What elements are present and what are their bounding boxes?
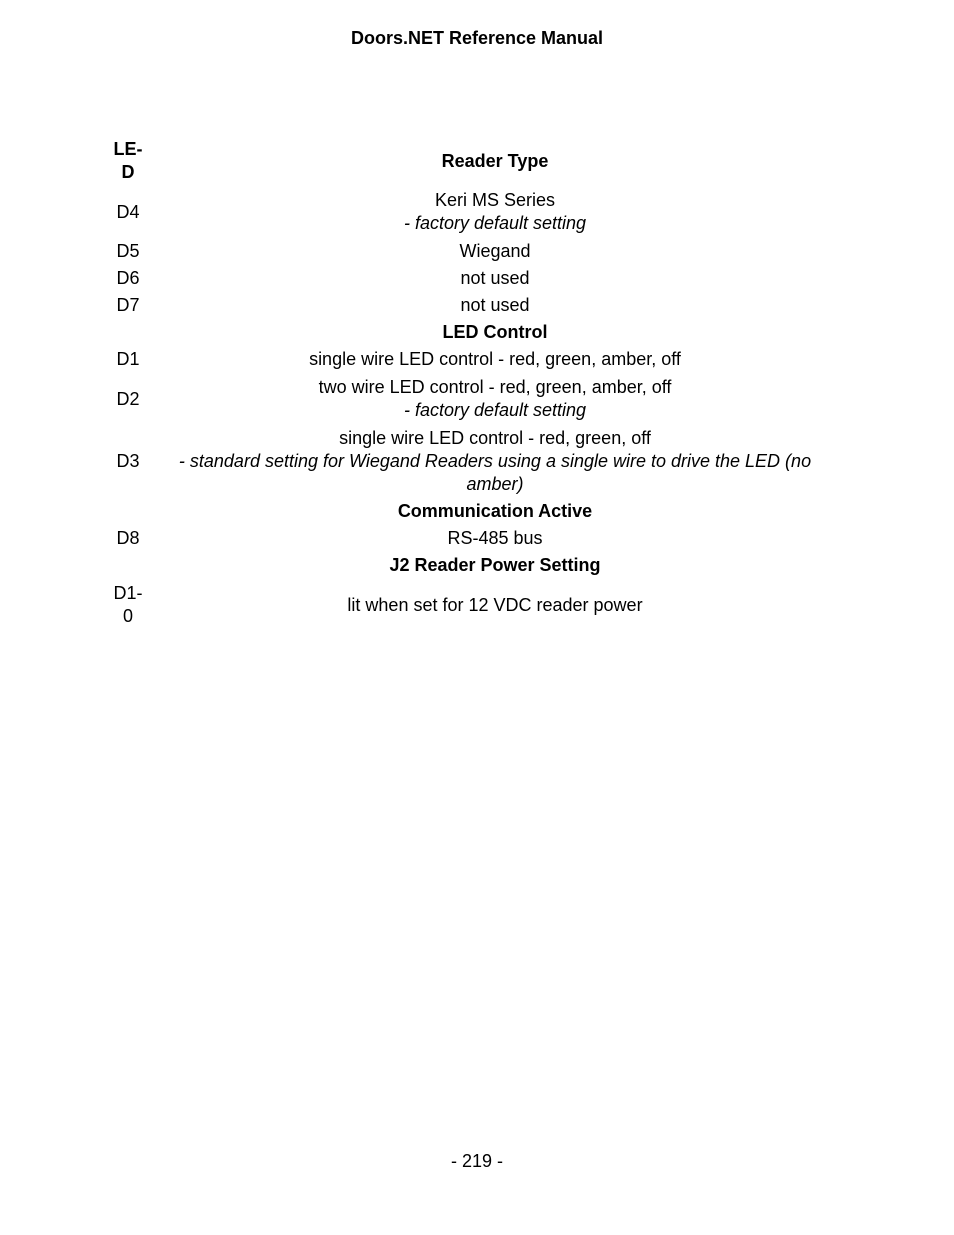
table-row bbox=[109, 186, 831, 238]
column-header-led bbox=[109, 138, 147, 184]
description-cell bbox=[147, 189, 831, 235]
led-cell: D7 bbox=[116, 295, 140, 315]
page-header-title: Doors.NET Reference Manual bbox=[350, 28, 604, 48]
section-heading-reader-power bbox=[109, 552, 831, 579]
table-row bbox=[109, 525, 831, 552]
description-cell bbox=[147, 376, 831, 422]
led-cell: D2 bbox=[116, 388, 140, 409]
description-cell: not used bbox=[460, 268, 530, 288]
section-heading-text: J2 Reader Power Setting bbox=[389, 555, 601, 575]
led-cell bbox=[109, 582, 147, 628]
table-row bbox=[109, 238, 831, 265]
description-note: - standard setting for Wiegand Readers using a single wire to drive the LED (no amber) bbox=[178, 451, 812, 494]
column-header-led-line-2: D bbox=[121, 162, 135, 182]
column-header-led-line-1: LE- bbox=[113, 139, 143, 159]
section-heading-text: Communication Active bbox=[397, 501, 593, 521]
section-heading-led-control bbox=[109, 319, 831, 346]
description-cell: single wire LED control - red, green, amber, off bbox=[309, 349, 681, 369]
table-row bbox=[109, 373, 831, 425]
description-cell: RS-485 bus bbox=[447, 528, 543, 548]
led-cell-line-1: D1- bbox=[113, 583, 143, 603]
led-cell: D5 bbox=[116, 241, 140, 261]
table-header-row bbox=[109, 136, 831, 186]
description-note: - factory default setting bbox=[403, 213, 587, 233]
description-text: single wire LED control - red, green, off bbox=[339, 428, 651, 448]
description-text: Keri MS Series bbox=[434, 190, 556, 210]
table-row bbox=[109, 425, 831, 498]
led-cell: D3 bbox=[116, 451, 140, 471]
page-number: - 219 - bbox=[450, 1151, 504, 1171]
description-cell: not used bbox=[460, 295, 530, 315]
description-text: two wire LED control - red, green, amber, off bbox=[318, 377, 672, 397]
table-row bbox=[109, 346, 831, 373]
section-heading-communication-active bbox=[109, 498, 831, 525]
led-cell-line-2: 0 bbox=[122, 606, 133, 626]
led-cell: D1 bbox=[116, 349, 140, 369]
table-row bbox=[109, 579, 831, 631]
led-cell: D4 bbox=[116, 201, 140, 222]
column-header-reader-type: Reader Type bbox=[441, 150, 549, 171]
led-cell: D6 bbox=[116, 268, 140, 288]
table-row bbox=[109, 265, 831, 292]
description-cell: Wiegand bbox=[459, 241, 531, 261]
description-cell: lit when set for 12 VDC reader power bbox=[347, 594, 643, 615]
led-reference-table bbox=[109, 136, 831, 631]
led-cell: D8 bbox=[116, 528, 140, 548]
section-heading-text: LED Control bbox=[442, 322, 548, 342]
description-note: - factory default setting bbox=[403, 400, 587, 420]
table-row bbox=[109, 292, 831, 319]
description-cell bbox=[147, 427, 831, 496]
